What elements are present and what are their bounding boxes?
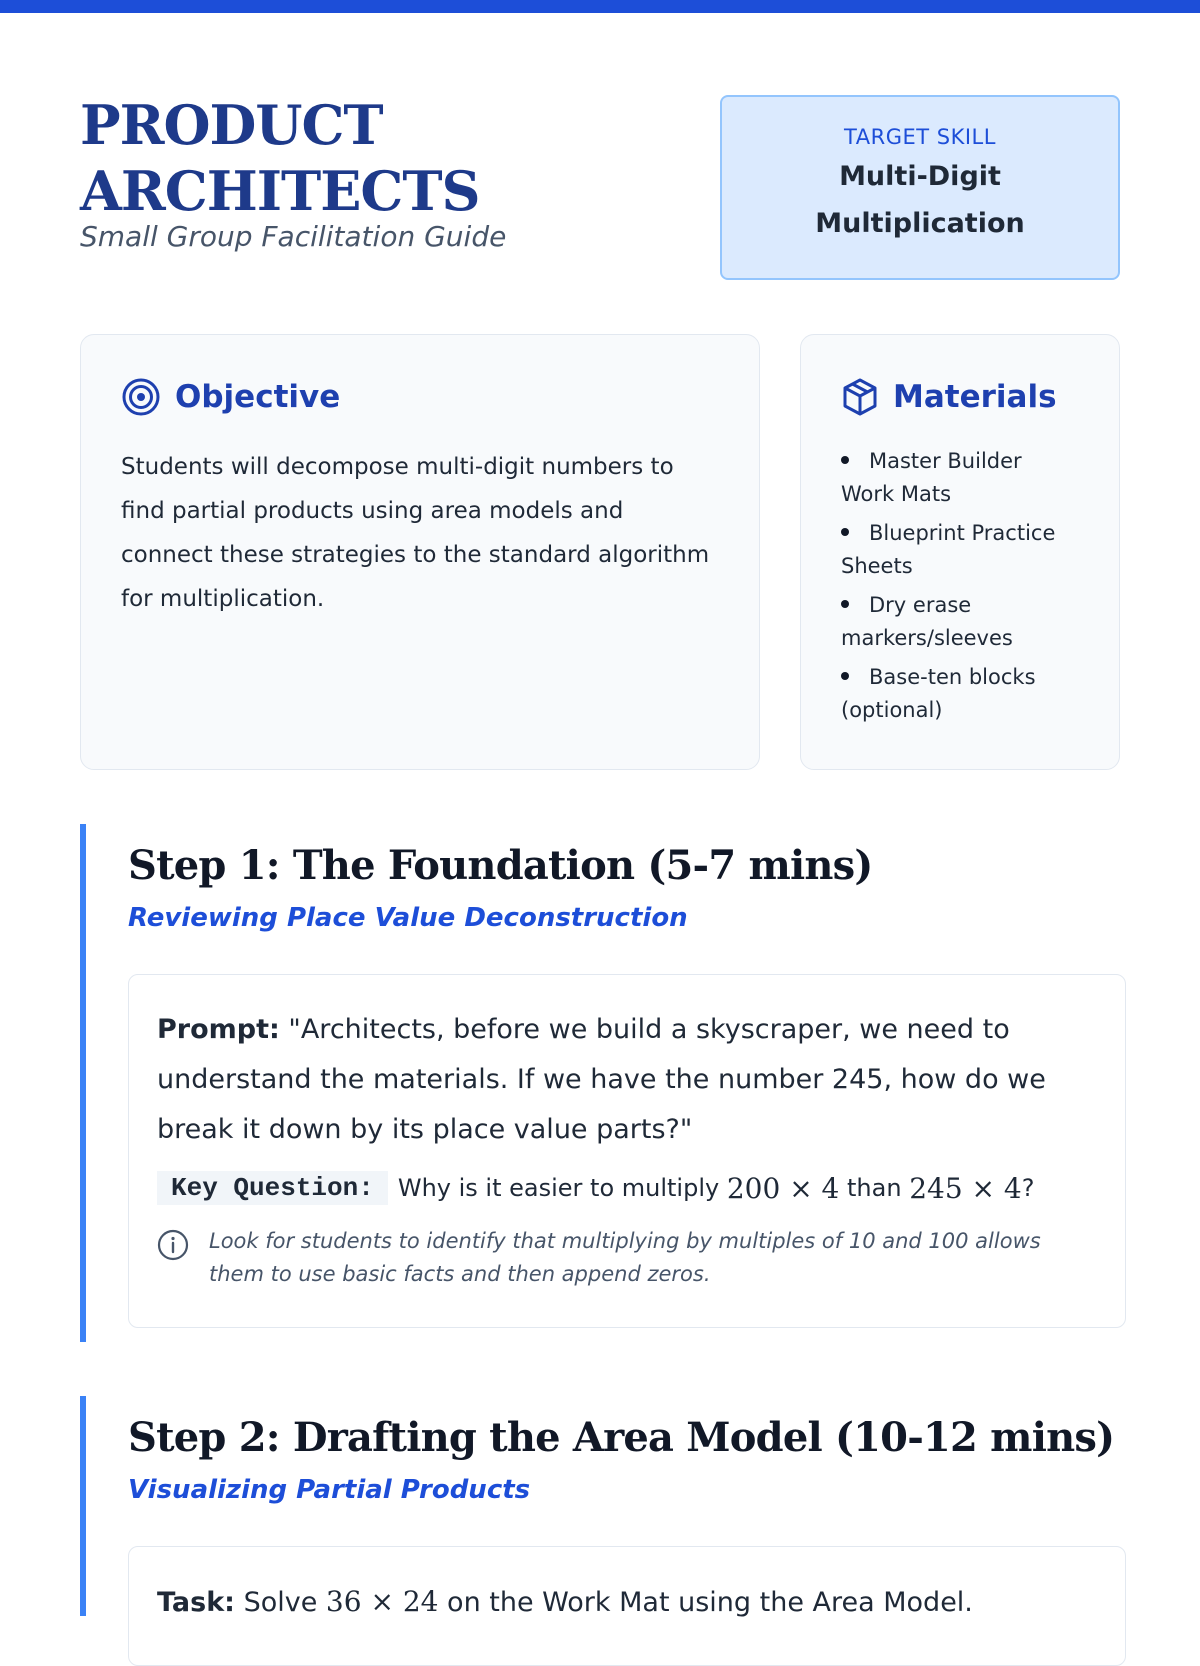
step-1-section [80,824,1120,1342]
bullet-icon [841,528,849,536]
step-1-subtitle: Reviewing Place Value Deconstruction [128,903,688,933]
step-2-title: Step 2: Drafting the Area Model (10-12 mins) [128,1414,1115,1461]
note-text: Look for students to identify that multiplying by multiples of 10 and 100 allows them to use basic facts and then append zeros. [209,1229,1041,1286]
objective-text: Students will decompose multi-digit numbers to find partial products using area models and connect these strategies to the standard algorithm for multiplication. [121,454,710,612]
box-icon [841,377,879,417]
target-skill-value [722,153,1118,247]
skill-value-line-1: Multi-Digit [839,161,1001,192]
task-label: Task: [157,1587,235,1618]
list-item [841,517,1079,583]
material-label: Master Builder Work Mats [841,449,1022,506]
bullet-icon [841,456,849,464]
materials-card [800,334,1120,770]
prompt-text: "Architects, before we build a skyscraper, we need to understand the materials. If we have the number 245, how do we break it down by its place value parts?" [157,1014,1046,1145]
info-icon [157,1229,189,1261]
step-1-title: Step 1: The Foundation (5-7 mins) [128,842,873,889]
step-1-prompt [157,1005,1097,1155]
facilitator-note [157,1225,1097,1291]
key-question-expr-2: 245 × 4 [909,1171,1022,1205]
material-label: Blueprint Practice Sheets [841,521,1056,578]
bullet-icon [841,672,849,680]
key-question-expr-1: 200 × 4 [726,1171,840,1205]
objective-card [80,334,760,770]
material-label: Base-ten blocks (optional) [841,665,1036,722]
bullet-icon [841,600,849,608]
task-post: on the Work Mat using the Area Model. [447,1587,973,1618]
material-label: Dry erase markers/sleeves [841,593,1013,650]
task-pre: Solve [243,1587,318,1618]
materials-header [841,377,1079,417]
target-skill-label: TARGET SKILL [844,125,996,149]
task-expr: 36 × 24 [325,1585,439,1618]
key-question-pre: Why is it easier to multiply [397,1174,720,1202]
materials-list [841,445,1079,727]
page-title [80,92,680,224]
prompt-label: Prompt: [157,1014,280,1045]
list-item [841,589,1079,655]
objective-header [121,377,719,417]
title-line-2: ARCHITECTS [80,159,480,223]
objective-title: Objective [175,379,341,415]
step-2-section [80,1396,1120,1616]
step-2-subtitle: Visualizing Partial Products [128,1475,531,1505]
key-question-label: Key Question: [157,1171,388,1205]
skill-value-line-2: Multiplication [815,208,1025,239]
page-subtitle: Small Group Facilitation Guide [80,220,507,253]
step-1-prompt-box [128,974,1126,1328]
list-item [841,661,1079,727]
list-item [841,445,1079,511]
materials-title: Materials [893,379,1057,415]
title-line-1: PRODUCT [80,93,383,157]
target-skill-box [720,95,1120,280]
key-question-row [157,1171,1097,1205]
step-2-task [157,1577,1097,1628]
top-accent-bar [0,0,1200,13]
key-question-post: ? [1021,1174,1035,1202]
step-2-task-box [128,1546,1126,1666]
target-icon [121,377,161,417]
key-question-mid: than [847,1174,902,1202]
